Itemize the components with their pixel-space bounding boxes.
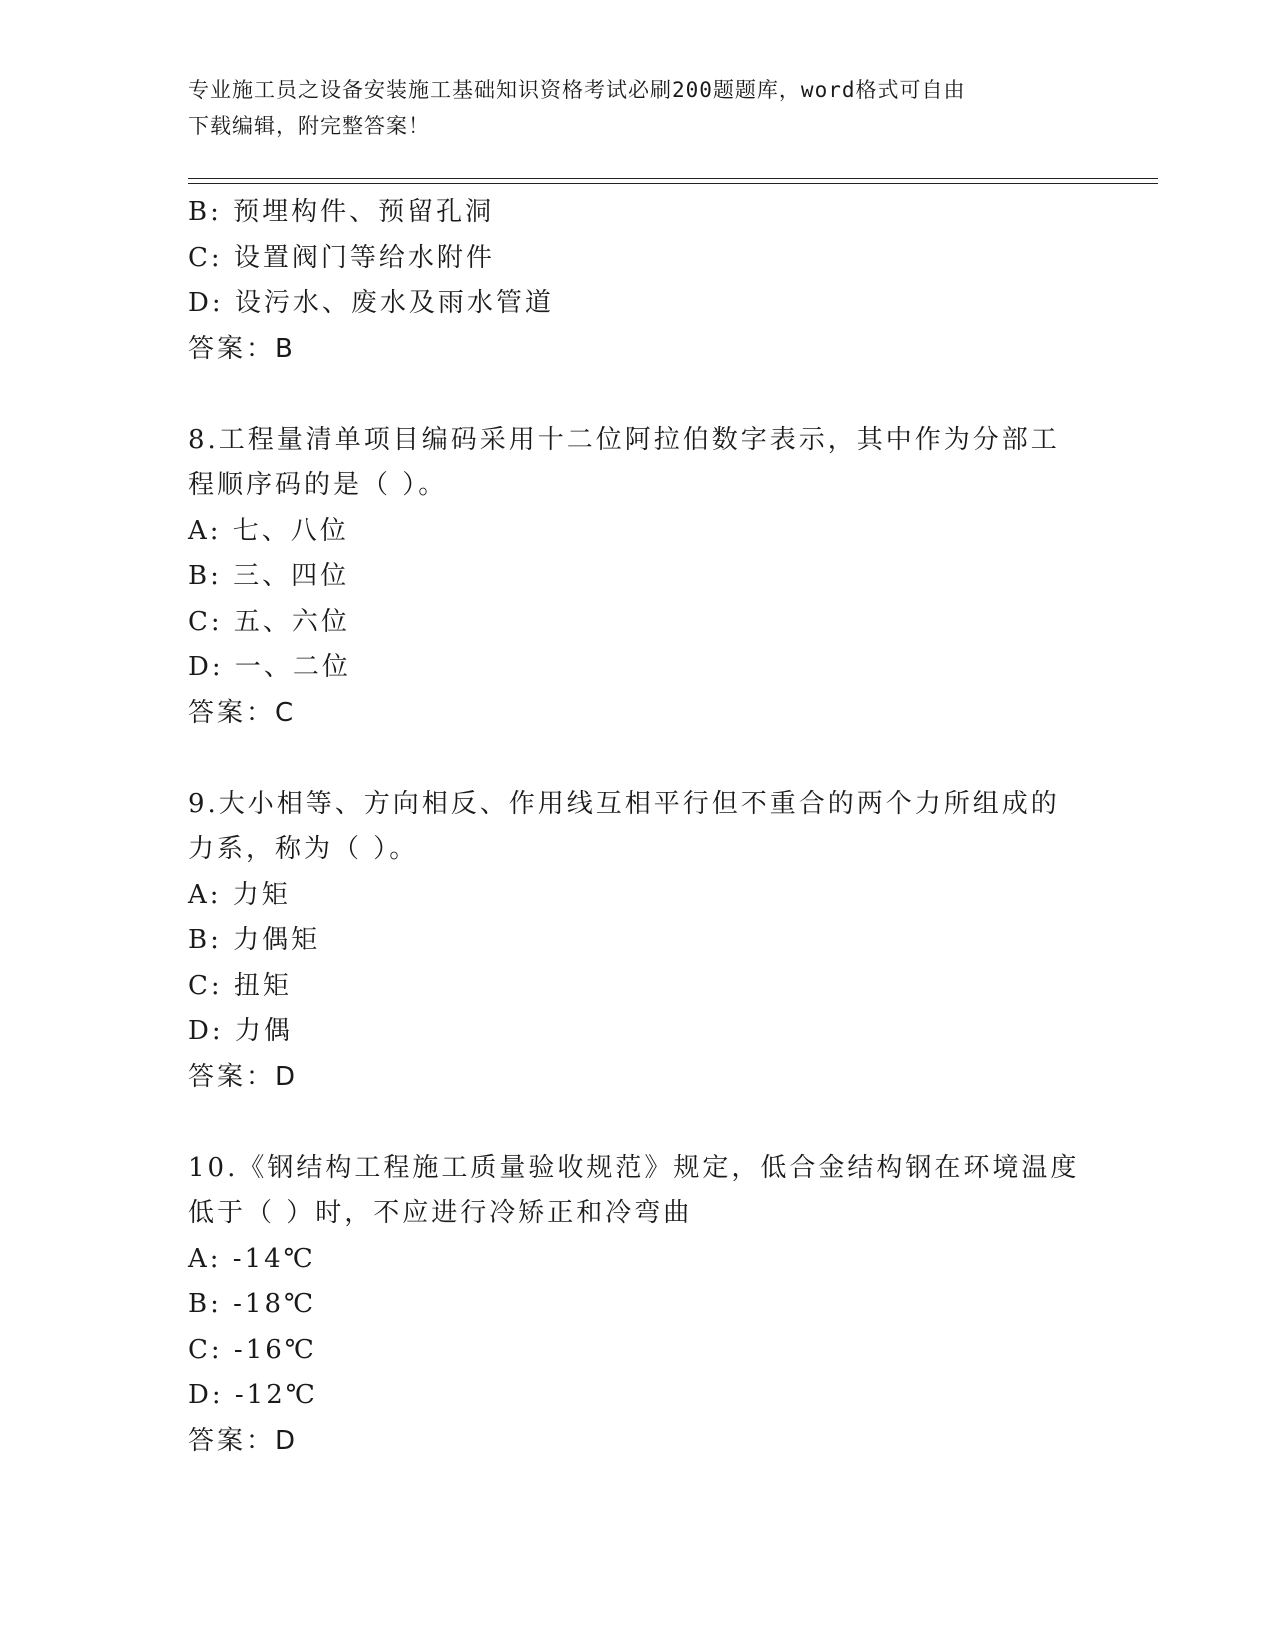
answer-line: 答案：C — [188, 697, 297, 728]
option-c: C: -16℃ — [188, 1334, 317, 1365]
question-content — [188, 190, 1088, 1464]
option-a: A: 七、八位 — [188, 515, 349, 546]
option-b: B: 力偶矩 — [188, 925, 321, 955]
question-text-line-2: 低于（ ）时，不应进行冷矫正和冷弯曲 — [188, 1198, 693, 1228]
option-d: D: 一、二位 — [188, 652, 351, 682]
previous-question-tail — [188, 190, 1088, 372]
answer-line: 答案：D — [188, 1425, 299, 1456]
question-8 — [188, 418, 1088, 737]
option-b: B: -18℃ — [188, 1289, 317, 1319]
header-divider-top — [188, 178, 1158, 179]
option-d: D: 力偶 — [188, 1016, 293, 1046]
question-9 — [188, 782, 1088, 1101]
option-a: A: -14℃ — [188, 1243, 316, 1274]
option-b: B: 预埋构件、预留孔洞 — [188, 197, 495, 227]
option-c: C: 扭矩 — [188, 970, 292, 1001]
header-line-2: 下载编辑，附完整答案！ — [188, 114, 430, 138]
question-text-line-1: 8.工程量清单项目编码采用十二位阿拉伯数字表示，其中作为分部工 — [188, 424, 1060, 455]
option-c: C: 五、六位 — [188, 606, 350, 637]
document-header — [188, 72, 1088, 144]
question-text-line-1: 9.大小相等、方向相反、作用线互相平行但不重合的两个力所组成的 — [188, 788, 1060, 819]
question-text-line-1: 10.《钢结构工程施工质量验收规范》规定，低合金结构钢在环境温度 — [188, 1152, 1080, 1183]
option-d: D: 设污水、废水及雨水管道 — [188, 288, 554, 318]
option-c: C: 设置阀门等给水附件 — [188, 242, 495, 273]
answer-line: 答案：D — [188, 1061, 299, 1092]
question-text-line-2: 力系，称为（ ）。 — [188, 834, 419, 864]
answer-line: 答案：B — [188, 333, 296, 364]
option-b: B: 三、四位 — [188, 561, 350, 591]
option-d: D: -12℃ — [188, 1380, 318, 1410]
question-text-line-2: 程顺序码的是（ ）。 — [188, 470, 448, 500]
header-divider-bottom — [188, 183, 1158, 184]
header-line-1: 专业施工员之设备安装施工基础知识资格考试必刷200题题库，word格式可自由 — [188, 78, 966, 102]
question-10 — [188, 1146, 1088, 1465]
option-a: A: 力矩 — [188, 879, 291, 910]
